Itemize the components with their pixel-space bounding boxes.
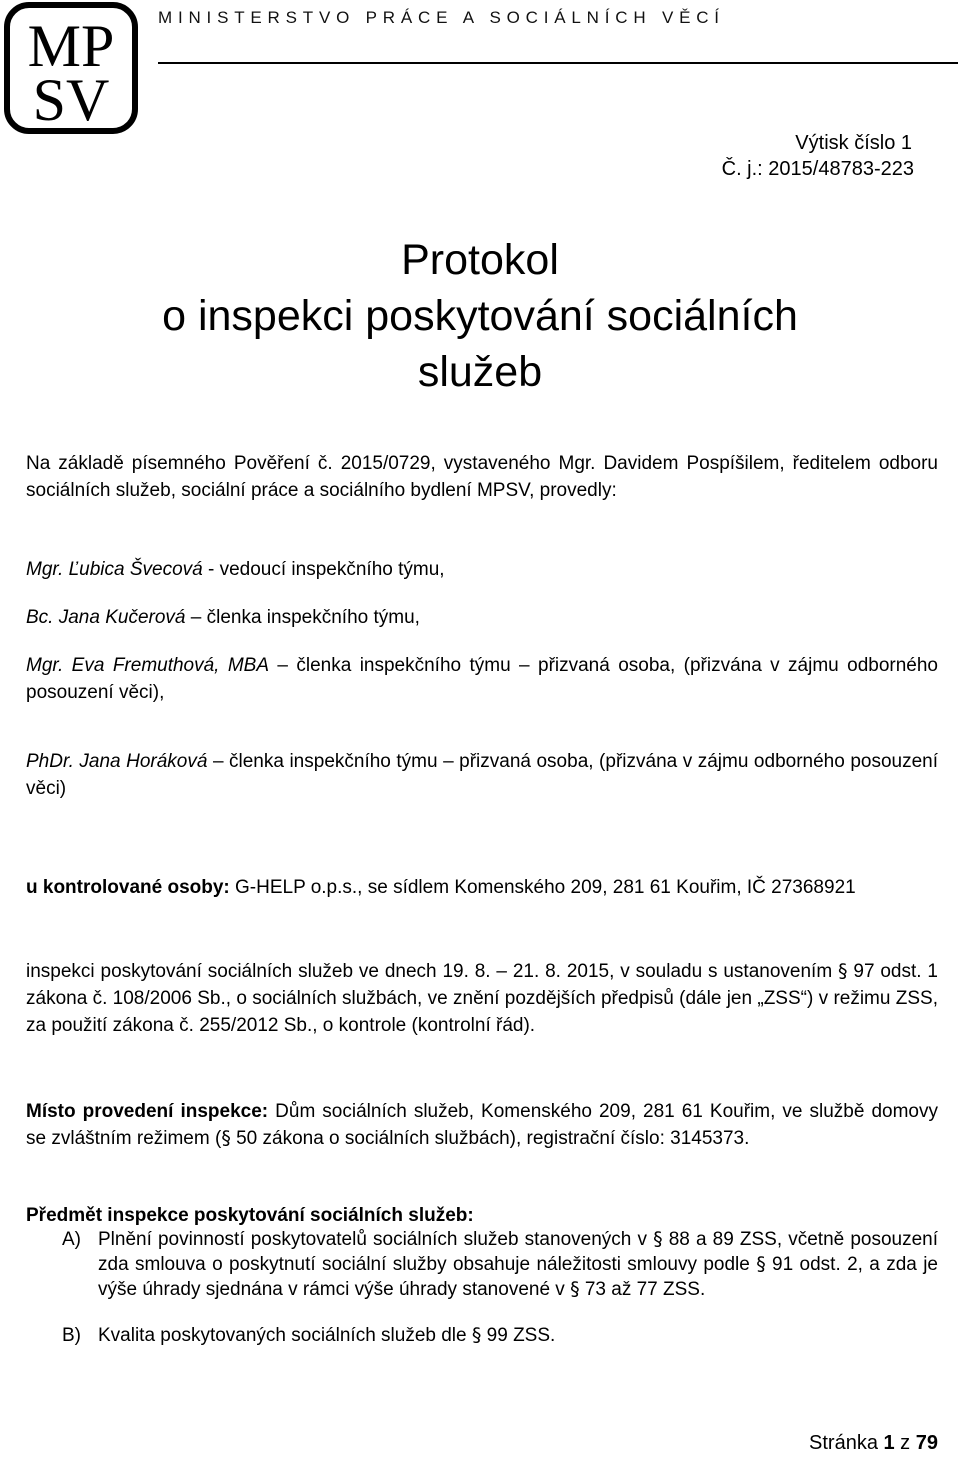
- section-sign: §: [838, 960, 848, 982]
- controlled-entity: [26, 874, 938, 901]
- team-member-2: [26, 604, 938, 631]
- logo-text-top: MP: [27, 13, 115, 79]
- team-member-name: Mgr. Ľubica Švecová: [26, 559, 203, 580]
- inspection-text-2: 97 odst. 1 zákona č. 108/2006 Sb., o sociálních službách, ve znění pozdějších předpisů (dále jen „ZSS“) v režimu ZSS, za použití zákona č. 255/2012 Sb., o kontrole (kontrolní řád).: [26, 961, 938, 1036]
- item-text: Plnění povinností poskytovatelů sociálních služeb stanovených v: [98, 1229, 654, 1250]
- subject-item-a: [62, 1227, 938, 1302]
- controlled-text: G-HELP o.p.s., se sídlem Komenského 209, 281 61 Kouřim, IČ 27368921: [229, 877, 856, 898]
- page-total: 79: [915, 1432, 938, 1454]
- page-number: 1: [883, 1432, 895, 1454]
- list-item-text: [98, 1323, 938, 1348]
- section-sign: §: [653, 1228, 663, 1250]
- page-label: Stránka: [809, 1432, 884, 1454]
- place-text-1: Dům sociálních služeb, Komenského 209, 281 61 Kouřim, ve službě domovy se zvláštním režimem (: [26, 1101, 938, 1149]
- logo-text-bottom: SV: [32, 67, 110, 133]
- item-text: 99 ZSS.: [481, 1325, 556, 1346]
- title-line-3: služeb: [417, 348, 543, 396]
- item-text: 91 odst. 2, a zda je výše úhrady sjednána v rámci výše úhrady stanovené v: [98, 1254, 938, 1300]
- item-text: Kvalita poskytovaných sociálních služeb dle: [98, 1325, 472, 1346]
- title-line-2: o inspekci poskytování sociálních: [162, 292, 798, 340]
- ministry-name: MINISTERSTVO PRÁCE A SOCIÁLNÍCH VĚCÍ: [158, 8, 725, 27]
- list-item-label: B): [62, 1325, 81, 1346]
- team-member-role: – členka inspekčního týmu,: [185, 607, 420, 628]
- team-member-name: Mgr. Eva Fremuthová, MBA: [26, 655, 270, 676]
- team-member-role: – členka inspekčního týmu – přizvaná osoba, (přizvána v zájmu odborného posouzení věci): [26, 751, 938, 799]
- title-line-1: Protokol: [401, 236, 559, 284]
- team-member-3: [26, 652, 938, 706]
- intro-paragraph: Na základě písemného Pověření č. 2015/0729, vystaveného Mgr. Davidem Pospíšilem, ředitelem odboru sociálních služeb, sociální práce a sociálního bydlení MPSV, provedly:: [26, 453, 938, 501]
- section-sign: §: [221, 1127, 231, 1149]
- document-title: [0, 232, 960, 400]
- team-member-role: – členka inspekčního týmu – přizvaná osoba, (přizvána v zájmu odborného posouzení věci),: [26, 655, 938, 703]
- team-member-name: Bc. Jana Kučerová: [26, 607, 186, 628]
- team-member-4: [26, 748, 938, 802]
- list-item-label: A): [62, 1229, 81, 1250]
- document-meta: [722, 130, 914, 182]
- team-member-role: - vedoucí inspekčního týmu,: [202, 559, 445, 580]
- controlled-label: u kontrolované osoby:: [26, 877, 230, 898]
- copy-number: Výtisk číslo 1: [795, 132, 912, 154]
- subject-heading-text: Předmět inspekce poskytování sociálních služeb:: [26, 1205, 474, 1226]
- inspection-paragraph: [26, 958, 938, 1039]
- item-text: 88 a 89 ZSS, včetně posouzení zda smlouva o poskytnutí sociální služby obsahuje náležitosti smlouvy podle: [98, 1229, 938, 1275]
- item-text: 73 až 77 ZSS.: [579, 1279, 706, 1300]
- team-member-1: [26, 556, 938, 583]
- place-text-2: 50 zákona o sociálních službách), registrační číslo: 3145373.: [230, 1128, 750, 1149]
- place-label: Místo provedení inspekce:: [26, 1101, 269, 1122]
- page-footer: [809, 1432, 938, 1455]
- page-separator: z: [894, 1432, 916, 1454]
- section-sign: §: [570, 1278, 580, 1300]
- section-sign: §: [756, 1253, 766, 1275]
- subject-heading: [26, 1202, 938, 1229]
- subject-item-b: [62, 1323, 938, 1348]
- inspection-text-1: inspekci poskytování sociálních služeb ve dnech 19. 8. – 21. 8. 2015, v souladu s ustanovením: [26, 961, 839, 982]
- inspection-place: [26, 1098, 938, 1152]
- reference-number: Č. j.: 2015/48783-223: [721, 158, 914, 180]
- list-item-text: [98, 1227, 938, 1302]
- header-rule: [158, 62, 958, 64]
- section-sign: §: [471, 1324, 482, 1346]
- team-member-name: PhDr. Jana Horáková: [26, 751, 208, 772]
- mpsv-logo: [4, 2, 138, 134]
